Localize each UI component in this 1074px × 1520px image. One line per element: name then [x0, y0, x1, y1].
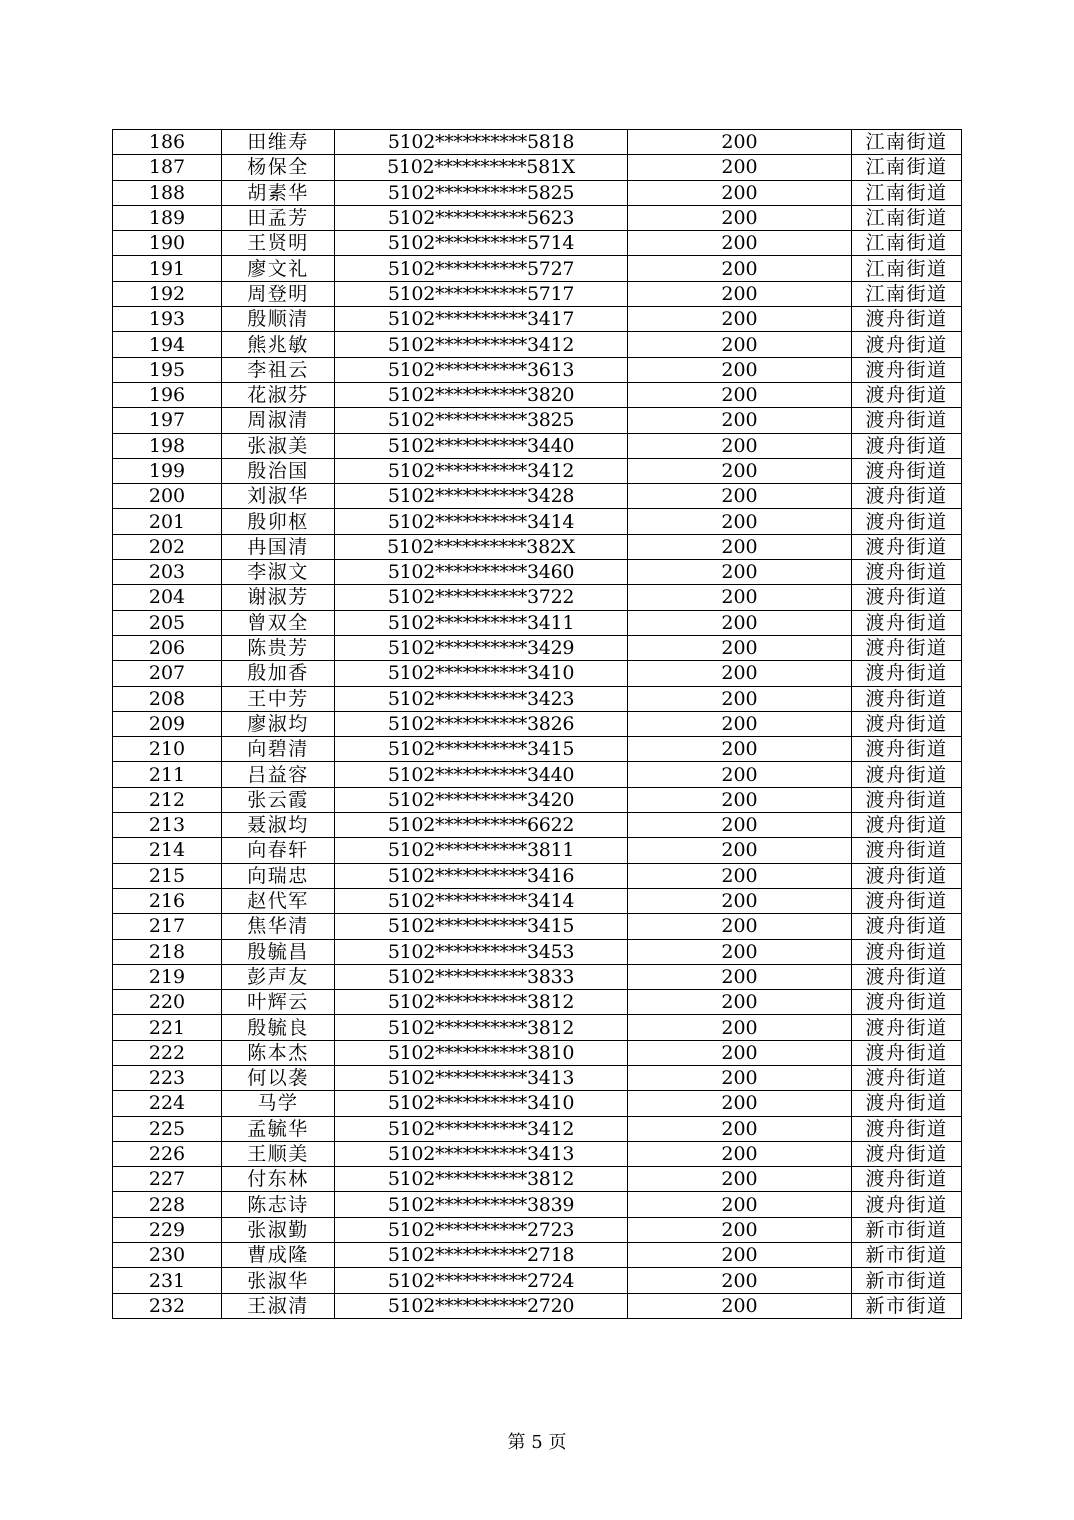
name-cell: 曾双全	[222, 610, 335, 635]
street-cell: 渡舟街道	[852, 509, 962, 534]
street-cell: 渡舟街道	[852, 1040, 962, 1065]
amount-cell: 200	[628, 281, 852, 306]
id-number-cell: 5102**********3412	[335, 1116, 628, 1141]
street-cell: 渡舟街道	[852, 534, 962, 559]
name-cell: 李祖云	[222, 357, 335, 382]
street-cell: 渡舟街道	[852, 914, 962, 939]
table-row	[113, 130, 962, 155]
id-number-cell: 5102**********3413	[335, 1141, 628, 1166]
id-number-cell: 5102**********2723	[335, 1217, 628, 1242]
name-cell: 殷顺清	[222, 307, 335, 332]
table-row	[113, 1040, 962, 1065]
row-number-cell: 226	[113, 1141, 222, 1166]
table-row	[113, 787, 962, 812]
amount-cell: 200	[628, 939, 852, 964]
name-cell: 周淑清	[222, 408, 335, 433]
name-cell: 杨保全	[222, 155, 335, 180]
id-number-cell: 5102**********382X	[335, 534, 628, 559]
row-number-cell: 219	[113, 964, 222, 989]
row-number-cell: 217	[113, 914, 222, 939]
name-cell: 殷治国	[222, 458, 335, 483]
amount-cell: 200	[628, 635, 852, 660]
id-number-cell: 5102**********3410	[335, 1091, 628, 1116]
table-row	[113, 231, 962, 256]
row-number-cell: 211	[113, 762, 222, 787]
amount-cell: 200	[628, 1141, 852, 1166]
name-cell: 陈志诗	[222, 1192, 335, 1217]
id-number-cell: 5102**********3453	[335, 939, 628, 964]
table-row	[113, 382, 962, 407]
row-number-cell: 225	[113, 1116, 222, 1141]
id-number-cell: 5102**********3440	[335, 433, 628, 458]
amount-cell: 200	[628, 534, 852, 559]
street-cell: 新市街道	[852, 1217, 962, 1242]
id-number-cell: 5102**********5717	[335, 281, 628, 306]
name-cell: 王贤明	[222, 231, 335, 256]
amount-cell: 200	[628, 1268, 852, 1293]
table-row	[113, 762, 962, 787]
table-row	[113, 1141, 962, 1166]
table-row	[113, 281, 962, 306]
name-cell: 彭声友	[222, 964, 335, 989]
row-number-cell: 198	[113, 433, 222, 458]
name-cell: 吕益容	[222, 762, 335, 787]
id-number-cell: 5102**********3812	[335, 1015, 628, 1040]
name-cell: 张淑勤	[222, 1217, 335, 1242]
row-number-cell: 187	[113, 155, 222, 180]
street-cell: 渡舟街道	[852, 964, 962, 989]
id-number-cell: 5102**********2720	[335, 1293, 628, 1318]
table-row	[113, 484, 962, 509]
row-number-cell: 220	[113, 990, 222, 1015]
amount-cell: 200	[628, 180, 852, 205]
table-row	[113, 509, 962, 534]
amount-cell: 200	[628, 1091, 852, 1116]
id-number-cell: 5102**********5727	[335, 256, 628, 281]
table-row	[113, 914, 962, 939]
table-row	[113, 256, 962, 281]
amount-cell: 200	[628, 205, 852, 230]
id-number-cell: 5102**********3413	[335, 1065, 628, 1090]
row-number-cell: 193	[113, 307, 222, 332]
name-cell: 聂淑均	[222, 813, 335, 838]
table-row	[113, 661, 962, 686]
amount-cell: 200	[628, 838, 852, 863]
row-number-cell: 229	[113, 1217, 222, 1242]
table-row	[113, 888, 962, 913]
id-number-cell: 5102**********3811	[335, 838, 628, 863]
row-number-cell: 202	[113, 534, 222, 559]
row-number-cell: 203	[113, 560, 222, 585]
name-cell: 张淑美	[222, 433, 335, 458]
id-number-cell: 5102**********3826	[335, 711, 628, 736]
table-row	[113, 1217, 962, 1242]
name-cell: 王顺美	[222, 1141, 335, 1166]
id-number-cell: 5102**********3440	[335, 762, 628, 787]
table-row	[113, 1015, 962, 1040]
id-number-cell: 5102**********3460	[335, 560, 628, 585]
name-cell: 花淑芬	[222, 382, 335, 407]
row-number-cell: 212	[113, 787, 222, 812]
amount-cell: 200	[628, 863, 852, 888]
row-number-cell: 210	[113, 737, 222, 762]
id-number-cell: 5102**********3812	[335, 990, 628, 1015]
row-number-cell: 195	[113, 357, 222, 382]
street-cell: 渡舟街道	[852, 838, 962, 863]
row-number-cell: 201	[113, 509, 222, 534]
id-number-cell: 5102**********3820	[335, 382, 628, 407]
name-cell: 张云霞	[222, 787, 335, 812]
table-row	[113, 180, 962, 205]
street-cell: 渡舟街道	[852, 813, 962, 838]
id-number-cell: 5102**********3415	[335, 914, 628, 939]
street-cell: 渡舟街道	[852, 560, 962, 585]
street-cell: 渡舟街道	[852, 1015, 962, 1040]
row-number-cell: 218	[113, 939, 222, 964]
table-row	[113, 711, 962, 736]
row-number-cell: 205	[113, 610, 222, 635]
row-number-cell: 196	[113, 382, 222, 407]
street-cell: 渡舟街道	[852, 787, 962, 812]
street-cell: 渡舟街道	[852, 686, 962, 711]
row-number-cell: 194	[113, 332, 222, 357]
amount-cell: 200	[628, 433, 852, 458]
amount-cell: 200	[628, 560, 852, 585]
row-number-cell: 224	[113, 1091, 222, 1116]
page-number: 第 5 页	[507, 1432, 567, 1453]
street-cell: 渡舟街道	[852, 610, 962, 635]
row-number-cell: 208	[113, 686, 222, 711]
row-number-cell: 189	[113, 205, 222, 230]
street-cell: 渡舟街道	[852, 382, 962, 407]
table-row	[113, 1167, 962, 1192]
street-cell: 渡舟街道	[852, 433, 962, 458]
table-row	[113, 534, 962, 559]
row-number-cell: 188	[113, 180, 222, 205]
table-row	[113, 1243, 962, 1268]
row-number-cell: 192	[113, 281, 222, 306]
amount-cell: 200	[628, 585, 852, 610]
street-cell: 新市街道	[852, 1243, 962, 1268]
row-number-cell: 215	[113, 863, 222, 888]
name-cell: 刘淑华	[222, 484, 335, 509]
name-cell: 张淑华	[222, 1268, 335, 1293]
name-cell: 田维寿	[222, 130, 335, 155]
id-number-cell: 5102**********3429	[335, 635, 628, 660]
amount-cell: 200	[628, 610, 852, 635]
id-number-cell: 5102**********2718	[335, 1243, 628, 1268]
row-number-cell: 227	[113, 1167, 222, 1192]
table-row	[113, 408, 962, 433]
table-row	[113, 1268, 962, 1293]
id-number-cell: 5102**********3423	[335, 686, 628, 711]
id-number-cell: 5102**********5818	[335, 130, 628, 155]
street-cell: 渡舟街道	[852, 307, 962, 332]
row-number-cell: 216	[113, 888, 222, 913]
row-number-cell: 232	[113, 1293, 222, 1318]
name-cell: 孟毓华	[222, 1116, 335, 1141]
table-row	[113, 205, 962, 230]
amount-cell: 200	[628, 964, 852, 989]
table-row	[113, 635, 962, 660]
amount-cell: 200	[628, 231, 852, 256]
street-cell: 江南街道	[852, 155, 962, 180]
table-row	[113, 939, 962, 964]
id-number-cell: 5102**********3833	[335, 964, 628, 989]
name-cell: 胡素华	[222, 180, 335, 205]
amount-cell: 200	[628, 1167, 852, 1192]
id-number-cell: 5102**********3420	[335, 787, 628, 812]
street-cell: 渡舟街道	[852, 484, 962, 509]
amount-cell: 200	[628, 357, 852, 382]
table-row	[113, 813, 962, 838]
name-cell: 廖文礼	[222, 256, 335, 281]
name-cell: 陈贵芳	[222, 635, 335, 660]
amount-cell: 200	[628, 458, 852, 483]
name-cell: 殷毓良	[222, 1015, 335, 1040]
street-cell: 渡舟街道	[852, 939, 962, 964]
id-number-cell: 5102**********3825	[335, 408, 628, 433]
name-cell: 向瑞忠	[222, 863, 335, 888]
id-number-cell: 5102**********5714	[335, 231, 628, 256]
id-number-cell: 5102**********3722	[335, 585, 628, 610]
amount-cell: 200	[628, 661, 852, 686]
amount-cell: 200	[628, 1116, 852, 1141]
amount-cell: 200	[628, 1293, 852, 1318]
id-number-cell: 5102**********581X	[335, 155, 628, 180]
id-number-cell: 5102**********3415	[335, 737, 628, 762]
row-number-cell: 204	[113, 585, 222, 610]
table-row	[113, 1116, 962, 1141]
name-cell: 廖淑均	[222, 711, 335, 736]
street-cell: 江南街道	[852, 130, 962, 155]
row-number-cell: 222	[113, 1040, 222, 1065]
row-number-cell: 228	[113, 1192, 222, 1217]
street-cell: 江南街道	[852, 205, 962, 230]
name-cell: 陈本杰	[222, 1040, 335, 1065]
id-number-cell: 5102**********3428	[335, 484, 628, 509]
id-number-cell: 5102**********3414	[335, 888, 628, 913]
id-number-cell: 5102**********3412	[335, 332, 628, 357]
name-cell: 周登明	[222, 281, 335, 306]
amount-cell: 200	[628, 1243, 852, 1268]
table-row	[113, 1091, 962, 1116]
name-cell: 田孟芳	[222, 205, 335, 230]
amount-cell: 200	[628, 737, 852, 762]
id-number-cell: 5102**********3411	[335, 610, 628, 635]
roster-table	[112, 129, 962, 1319]
row-number-cell: 197	[113, 408, 222, 433]
table-row	[113, 458, 962, 483]
id-number-cell: 5102**********3613	[335, 357, 628, 382]
name-cell: 何以袭	[222, 1065, 335, 1090]
amount-cell: 200	[628, 1065, 852, 1090]
row-number-cell: 209	[113, 711, 222, 736]
name-cell: 马学	[222, 1091, 335, 1116]
id-number-cell: 5102**********3410	[335, 661, 628, 686]
row-number-cell: 214	[113, 838, 222, 863]
name-cell: 向春轩	[222, 838, 335, 863]
street-cell: 渡舟街道	[852, 1167, 962, 1192]
amount-cell: 200	[628, 509, 852, 534]
table-row	[113, 737, 962, 762]
amount-cell: 200	[628, 1217, 852, 1242]
street-cell: 渡舟街道	[852, 357, 962, 382]
table-row	[113, 332, 962, 357]
street-cell: 新市街道	[852, 1293, 962, 1318]
street-cell: 渡舟街道	[852, 1116, 962, 1141]
amount-cell: 200	[628, 256, 852, 281]
street-cell: 新市街道	[852, 1268, 962, 1293]
amount-cell: 200	[628, 484, 852, 509]
amount-cell: 200	[628, 711, 852, 736]
street-cell: 江南街道	[852, 231, 962, 256]
id-number-cell: 5102**********3414	[335, 509, 628, 534]
name-cell: 殷加香	[222, 661, 335, 686]
row-number-cell: 186	[113, 130, 222, 155]
id-number-cell: 5102**********5825	[335, 180, 628, 205]
street-cell: 渡舟街道	[852, 990, 962, 1015]
street-cell: 江南街道	[852, 256, 962, 281]
row-number-cell: 213	[113, 813, 222, 838]
street-cell: 渡舟街道	[852, 635, 962, 660]
street-cell: 渡舟街道	[852, 762, 962, 787]
street-cell: 渡舟街道	[852, 661, 962, 686]
row-number-cell: 191	[113, 256, 222, 281]
street-cell: 渡舟街道	[852, 458, 962, 483]
row-number-cell: 230	[113, 1243, 222, 1268]
table-row	[113, 1065, 962, 1090]
row-number-cell: 199	[113, 458, 222, 483]
street-cell: 渡舟街道	[852, 408, 962, 433]
table-row	[113, 610, 962, 635]
street-cell: 渡舟街道	[852, 1091, 962, 1116]
street-cell: 江南街道	[852, 180, 962, 205]
row-number-cell: 207	[113, 661, 222, 686]
amount-cell: 200	[628, 686, 852, 711]
street-cell: 渡舟街道	[852, 1141, 962, 1166]
table-row	[113, 433, 962, 458]
row-number-cell: 190	[113, 231, 222, 256]
street-cell: 渡舟街道	[852, 1192, 962, 1217]
amount-cell: 200	[628, 1040, 852, 1065]
name-cell: 付东林	[222, 1167, 335, 1192]
amount-cell: 200	[628, 155, 852, 180]
street-cell: 渡舟街道	[852, 711, 962, 736]
id-number-cell: 5102**********5623	[335, 205, 628, 230]
id-number-cell: 5102**********3416	[335, 863, 628, 888]
name-cell: 李淑文	[222, 560, 335, 585]
amount-cell: 200	[628, 914, 852, 939]
name-cell: 殷毓昌	[222, 939, 335, 964]
amount-cell: 200	[628, 382, 852, 407]
roster-table-body	[113, 130, 962, 1319]
amount-cell: 200	[628, 332, 852, 357]
id-number-cell: 5102**********3812	[335, 1167, 628, 1192]
table-row	[113, 1192, 962, 1217]
table-row	[113, 585, 962, 610]
row-number-cell: 206	[113, 635, 222, 660]
name-cell: 殷卯枢	[222, 509, 335, 534]
amount-cell: 200	[628, 990, 852, 1015]
row-number-cell: 231	[113, 1268, 222, 1293]
id-number-cell: 5102**********2724	[335, 1268, 628, 1293]
amount-cell: 200	[628, 787, 852, 812]
row-number-cell: 223	[113, 1065, 222, 1090]
name-cell: 熊兆敏	[222, 332, 335, 357]
street-cell: 渡舟街道	[852, 863, 962, 888]
amount-cell: 200	[628, 888, 852, 913]
name-cell: 叶辉云	[222, 990, 335, 1015]
amount-cell: 200	[628, 1015, 852, 1040]
name-cell: 向碧清	[222, 737, 335, 762]
street-cell: 渡舟街道	[852, 585, 962, 610]
amount-cell: 200	[628, 762, 852, 787]
name-cell: 谢淑芳	[222, 585, 335, 610]
amount-cell: 200	[628, 813, 852, 838]
table-row	[113, 155, 962, 180]
row-number-cell: 221	[113, 1015, 222, 1040]
amount-cell: 200	[628, 130, 852, 155]
street-cell: 渡舟街道	[852, 1065, 962, 1090]
table-row	[113, 863, 962, 888]
name-cell: 焦华清	[222, 914, 335, 939]
table-row	[113, 357, 962, 382]
street-cell: 渡舟街道	[852, 737, 962, 762]
table-row	[113, 990, 962, 1015]
table-row	[113, 838, 962, 863]
id-number-cell: 5102**********3417	[335, 307, 628, 332]
name-cell: 曹成隆	[222, 1243, 335, 1268]
id-number-cell: 5102**********3412	[335, 458, 628, 483]
table-row	[113, 686, 962, 711]
amount-cell: 200	[628, 408, 852, 433]
id-number-cell: 5102**********6622	[335, 813, 628, 838]
id-number-cell: 5102**********3839	[335, 1192, 628, 1217]
street-cell: 渡舟街道	[852, 888, 962, 913]
amount-cell: 200	[628, 307, 852, 332]
table-row	[113, 964, 962, 989]
row-number-cell: 200	[113, 484, 222, 509]
street-cell: 渡舟街道	[852, 332, 962, 357]
id-number-cell: 5102**********3810	[335, 1040, 628, 1065]
name-cell: 冉国清	[222, 534, 335, 559]
name-cell: 王淑清	[222, 1293, 335, 1318]
table-row	[113, 560, 962, 585]
street-cell: 江南街道	[852, 281, 962, 306]
name-cell: 王中芳	[222, 686, 335, 711]
table-row	[113, 1293, 962, 1318]
table-row	[113, 307, 962, 332]
amount-cell: 200	[628, 1192, 852, 1217]
name-cell: 赵代军	[222, 888, 335, 913]
